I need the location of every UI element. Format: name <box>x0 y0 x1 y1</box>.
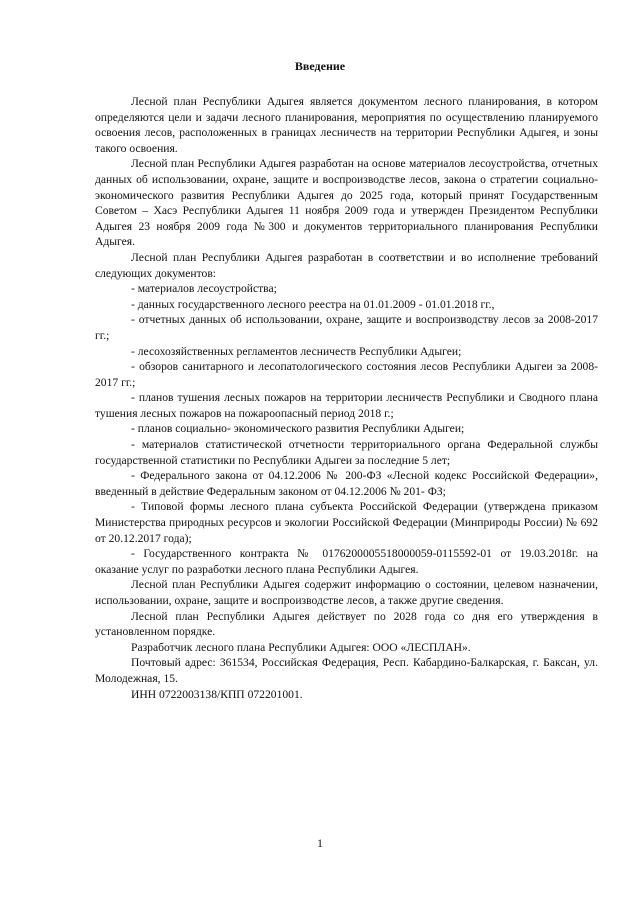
list-item: - материалов лесоустройства; <box>131 282 277 296</box>
list-item: - лесохозяйственных регламентов лесничеств Республики Адыгеи; <box>131 344 462 358</box>
paragraph-basis: Лесной план Республики Адыгея разработан на основе материалов лесоустройства, отчетных данных об использовании, охране, защите и воспроизводстве лесов, закона о стратегии социально-экономического развития Республики Адыгея до 2025 года, который принят Государственным Советом – Хасэ Республики Адыгея 11 ноября 2009 года и утвержден Президентом Республики Адыгея 23 ноября 2009 года №300 и документов территориального планирования Республики Адыгея. <box>95 157 598 249</box>
paragraph-content: Лесной план Республики Адыгея содержит информацию о состоянии, целевом назначении, использовании, охране, защите и воспроизводстве лесов, а также другие сведения. <box>95 578 598 607</box>
paragraph-inn: ИНН 0722003138/КПП 072201001. <box>131 687 303 701</box>
paragraph-developer: Разработчик лесного плана Республики Адыгея: ООО «ЛЕСПЛАН». <box>131 640 471 654</box>
paragraph-validity: Лесной план Республики Адыгея действует по 2028 года со дня его утверждения в установленном порядке. <box>95 609 598 639</box>
page-title: Введение <box>294 59 346 73</box>
list-item: - Федерального закона от 04.12.2006 № 200-ФЗ «Лесной кодекс Российской Федерации», введенный в действие Федеральным законом от 04.12.2006 № 201- ФЗ; <box>95 469 598 498</box>
paragraph-intro: Лесной план Республики Адыгея является документом лесного планирования, в котором определяются цели и задачи лесного планирования, мероприятия по осуществлению планируемого освоения лесов, расположенных в границах лесничеств на территории Республики Адыгея, и зоны такого освоения. <box>95 95 598 155</box>
document-body <box>95 94 598 702</box>
paragraph-address: Почтовый адрес: 361534, Российская Федерация, Респ. Кабардино-Балкарская, г. Баксан, ул. Молодежная, 15. <box>95 656 598 685</box>
page-number: 1 <box>317 836 323 850</box>
list-item: - обзоров санитарного и лесопатологического состояния лесов Республики Адыгеи за 2008-2017 гг.; <box>95 360 598 389</box>
list-item: - Государственного контракта № 0176200005518000059-0115592-01 от 19.03.2018г. на оказание услуг по разработки лесного плана Республики Адыгея. <box>95 547 598 576</box>
list-item: - Типовой формы лесного плана субъекта Российской Федерации (утверждена приказом Министерства природных ресурсов и экологии Российской Федерации (Минприроды России) № 692 от 20.12.2017 года); <box>95 500 598 545</box>
paragraph-requirements: Лесной план Республики Адыгея разработан в соответствии и во исполнение требований следующих документов: <box>95 250 598 280</box>
list-item: - материалов статистической отчетности территориального органа Федеральной службы государственной статистики по Республики Адыгеи за последние 5 лет; <box>95 438 598 467</box>
list-item: - планов тушения лесных пожаров на территории лесничеств Республики и Сводного плана тушения лесных пожаров на пожароопасный период 2018 г.; <box>95 391 598 420</box>
list-item: - данных государственного лесного реестра на 01.01.2009 - 01.01.2018 гг., <box>131 297 495 311</box>
list-item: - отчетных данных об использовании, охране, защите и воспроизводству лесов за 2008-2017 гг.; <box>95 313 598 342</box>
list-item: - планов социально- экономического развития Республики Адыгеи; <box>131 422 465 436</box>
